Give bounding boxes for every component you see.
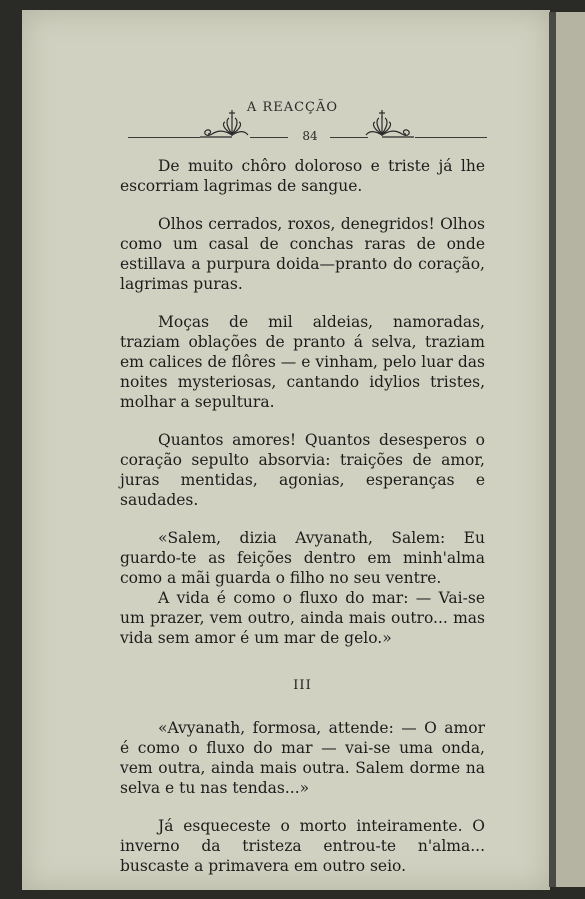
header-rule-center-left	[250, 137, 288, 138]
page-body-text	[120, 156, 485, 876]
book-gutter	[549, 12, 556, 887]
paragraph-1: De muito chôro doloroso e triste já lhe escorriam lagrimas de sangue.	[120, 157, 485, 195]
right-ornament-icon	[362, 104, 416, 140]
paragraph-3: Moças de mil aldeias, namoradas, traziam oblações de pranto á selva, traziam em calices de flôres — e vinham, pelo luar das noites mysteriosas, cantando idylios tristes, molhar a sepultura.	[120, 313, 485, 411]
left-ornament-icon	[198, 104, 252, 140]
page-number: 84	[302, 129, 318, 143]
section-numeral: III	[293, 678, 312, 693]
running-header-title: A REACÇÃO	[246, 100, 339, 115]
header-rule-left	[128, 137, 200, 138]
paragraph-5: «Salem, dizia Avyanath, Salem: Eu guardo-te as feições dentro em minh'alma como a mãi guarda o filho no seu ventre.	[120, 529, 485, 587]
header-rule-right	[415, 137, 487, 138]
section-paragraph-1: «Avyanath, formosa, attende: — O amor é como o fluxo do mar — vai-se uma onda, vem outra, ainda mais outra. Salem dorme na selva e tu nas tendas...»	[120, 719, 485, 797]
section-paragraph-2: Já esqueceste o morto inteiramente. O inverno da tristeza entrou-te n'alma... buscaste a primavera em outro seio.	[120, 817, 485, 875]
paragraph-4: Quantos amores! Quantos desesperos o coração sepulto absorvia: traições de amor, juras mentidas, agonias, esperanças e saudades.	[120, 431, 485, 509]
next-page-edge	[556, 12, 585, 887]
paragraph-2: Olhos cerrados, roxos, denegridos! Olhos como um casal de conchas raras de onde estillava a purpura doida—pranto do coração, lagrimas puras.	[120, 215, 485, 293]
paragraph-6: A vida é como o fluxo do mar: — Vai-se um prazer, vem outro, ainda mais outro... mas vida sem amor é um mar de gelo.»	[120, 589, 485, 647]
